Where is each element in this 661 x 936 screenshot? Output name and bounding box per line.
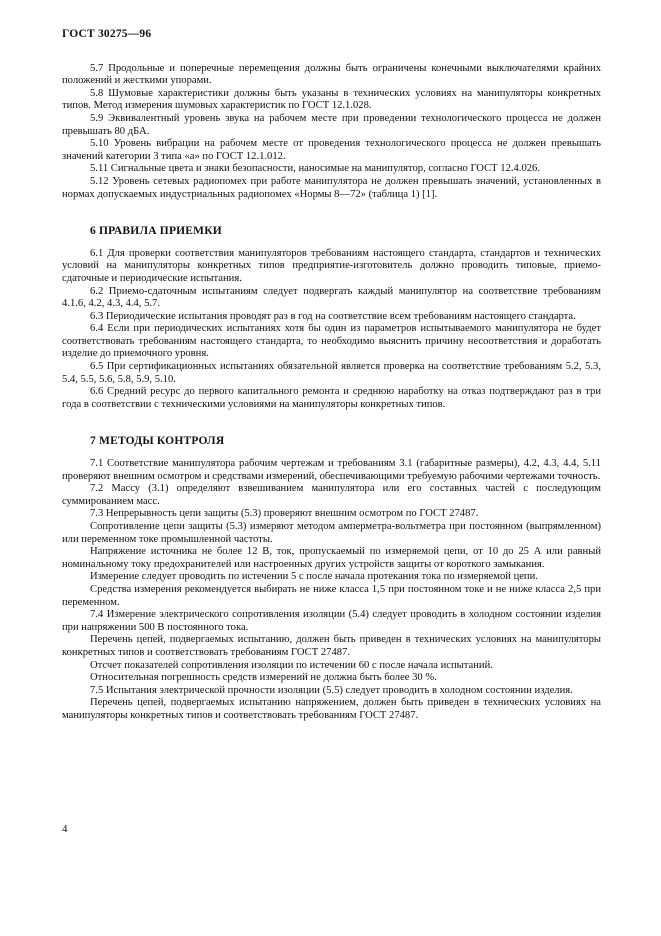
paragraph-7-3-measurement-time: Измерение следует проводить по истечении 5 с после начала протекания тока по измеряемой цепи. [90,571,538,583]
paragraph-7-3-resistance: Сопротивление цепи защиты (5.3) измеряют методом амперметра-вольтметра при постоянном (выпрямленном) или переменном токе промышленной частоты. [62,521,601,545]
paragraph-6-4: 6.4 Если при периодических испытаниях хотя бы один из параметров испытываемого манипулятора не будет соответствовать требованиям настоящего стандарта, то необходимо выяснить причину несоответствия и доработать изделие до приемочного уровня. [62,323,601,360]
paragraph-5-9: 5.9 Эквивалентный уровень звука на рабочем месте при проведении технологического процесса не должен превышать 80 дБА. [62,112,601,137]
document-header: ГОСТ 30275—96 [62,28,152,40]
paragraph-5-12: 5.12 Уровень сетевых радиопомех при работе манипулятора не должен превышать значений, установленных в нормах допускаемых индустриальных радиопомех «Нормы 8—72» (таблица 1) [1]. [62,175,601,200]
paragraph-7-3-instrument-class: Средства измерения рекомендуется выбирать не ниже класса 1,5 при постоянном токе и не ниже класса 2,5 при переменном. [62,583,601,608]
paragraph-7-4: 7.4 Измерение электрического сопротивления изоляции (5.4) следует проводить в холодном состоянии изделия при напряжении 500 В постоянного тока. [62,609,601,633]
paragraph-7-4-reading: Отсчет показателей сопротивления изоляции по истечении 60 с после начала испытаний. [90,659,493,671]
paragraph-5-10: 5.10 Уровень вибрации на рабочем месте от проведения технологического процесса не должен превышать значений категории 3 типа «а» по ГОСТ 12.1.012. [62,138,601,162]
paragraph-6-3: 6.3 Периодические испытания проводят раз в год на соответствие всем требованиям настоящего стандарта. [90,310,576,322]
paragraph-6-5: 6.5 При сертификационных испытаниях обязательной является проверка на соответствие требованиям 5.2, 5.3, 5.4, 5.5, 5.6, 5.8, 5.9, 5.10. [62,361,601,385]
paragraph-7-3-voltage: Напряжение источника не более 12 В, ток, пропускаемый по измеряемой цепи, от 10 до 25 А или равный номинальному току предохранителей или настроенных других устройств защиты от короткого замыкания. [62,546,601,570]
paragraph-5-8: 5.8 Шумовые характеристики должны быть указаны в технических условиях на манипуляторы конкретных типов. Метод измерения шумовых характеристик по ГОСТ 12.1.028. [62,87,601,112]
paragraph-7-4-circuits: Перечень цепей, подвергаемых испытанию, должен быть приведен в технических условиях на манипуляторы конкретных типов и соответствовать требованиям ГОСТ 27487. [62,634,601,658]
paragraph-7-3: 7.3 Непрерывность цепи защиты (5.3) проверяют внешним осмотром по ГОСТ 27487. [90,508,479,520]
section-5-content [62,63,601,202]
paragraph-6-2: 6.2 Приемо-сдаточным испытаниям следует подвергать каждый манипулятор на соответствие требованиям 4.1.6, 4.2, 4.3, 4.4, 5.7. [62,285,601,310]
section-7-content [62,458,601,722]
section-7-title: 7 МЕТОДЫ КОНТРОЛЯ [90,435,225,448]
paragraph-7-1: 7.1 Соответствие манипулятора рабочим чертежам и требованиям 3.1 (габаритные размеры), 4.2, 4.3, 4.4, 5.11 проверяют внешним осмотром и средствами измерений, обеспечивающими требуемую рабочими чертежами точность. [62,458,601,482]
section-6-title: 6 ПРАВИЛА ПРИЕМКИ [90,225,222,238]
paragraph-5-7: 5.7 Продольные и поперечные перемещения должны быть ограничены конечными выключателями крайних положений и жесткими упорами. [62,62,601,87]
paragraph-6-1: 6.1 Для проверки соответствия манипуляторов требованиям настоящего стандарта, стандартов и технических условий на манипуляторы конкретных типов предприятие-изготовитель должно проводить типовые, приемо-сдаточные и периодические испытания. [62,247,601,284]
paragraph-7-5: 7.5 Испытания электрической прочности изоляции (5.5) следует проводить в холодном состоянии изделия. [90,684,573,696]
paragraph-7-2: 7.2 Массу (3.1) определяют взвешиванием манипулятора или его составных частей с последующим суммированием масс. [62,483,601,507]
paragraph-5-11: 5.11 Сигнальные цвета и знаки безопасности, наносимые на манипулятор, согласно ГОСТ 12.4.026. [90,163,540,175]
paragraph-7-5-circuits: Перечень цепей, подвергаемых испытанию напряжением, должен быть приведен в технических условиях на манипуляторы конкретных типов и соответствовать требованиям ГОСТ 27487. [62,697,601,721]
section-6-content [62,248,601,412]
page-number: 4 [62,823,68,835]
paragraph-6-6: 6.6 Средний ресурс до первого капитального ремонта и среднюю наработку на отказ подтверждают раз в три года в соответствии с техническими условиями на манипуляторы конкретных типов. [62,386,601,410]
paragraph-7-4-error: Относительная погрешность средств измерений не должна быть более 30 %. [90,672,437,684]
